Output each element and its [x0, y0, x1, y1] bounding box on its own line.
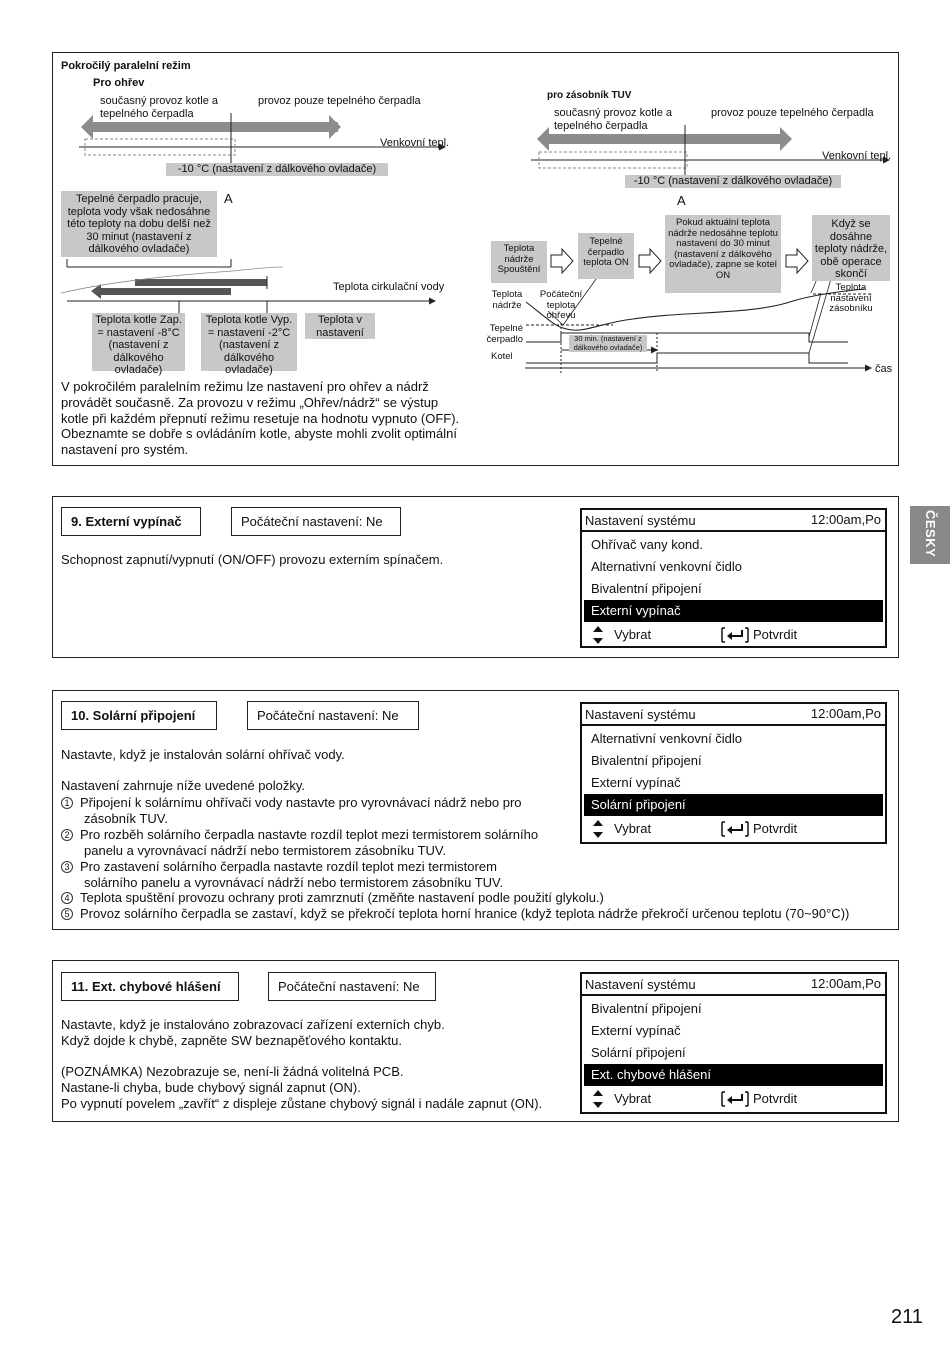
dhw-hp-only-label: provoz pouze tepelného čerpadla: [711, 107, 874, 119]
s11-menu-item-selected[interactable]: Ext. chybové hlášení: [584, 1064, 883, 1086]
thirty-min-label: 30 min. (nastavení z dálkového ovladače): [569, 335, 647, 352]
s11-confirm-label: Potvrdit: [753, 1091, 798, 1106]
s11-initial-setting: Počáteční nastavení: Ne: [268, 972, 436, 1001]
s9-select-label: Vybrat: [614, 627, 652, 642]
s11-line-2: Když dojde k chybě, zapněte SW beznapěťového kontaktu.: [61, 1033, 402, 1048]
s10-system-screen: [580, 702, 887, 844]
s9-screen-title: Nastavení systému: [585, 513, 696, 528]
s10-heading: 10. Solární připojení: [61, 701, 217, 730]
boiler-on-box: Teplota kotle Zap. = nastavení -8°C (nastavení z dálkového ovladače): [92, 313, 185, 371]
enter-icon: [720, 1091, 750, 1107]
s10-item-3-text: Pro zastavení solárního čerpadla nastavte rozdíl teplot mezi termistorem: [80, 859, 497, 874]
s10-confirm-label: Potvrdit: [753, 821, 798, 836]
s9-menu-item-1[interactable]: Ohřívač vany kond.: [591, 537, 703, 552]
s10-select-label: Vybrat: [614, 821, 652, 836]
heat-pump-label: Tepelné čerpadlo: [486, 323, 523, 345]
heating-outdoor-label: Venkovní tepl.: [380, 137, 450, 149]
dhw-setpoint-label: -10 °C (nastavení z dálkového ovladače): [625, 175, 841, 188]
s10-screen-title: Nastavení systému: [585, 707, 696, 722]
s11-screen-title-bar: [582, 974, 885, 996]
s10-item-1-text: Připojení k solárnímu ohřívači vody nastavte pro vyrovnávací nádrž nebo pro: [80, 795, 522, 810]
s10-item-5: [61, 906, 849, 922]
s11-screen-clock: 12:00am,Po: [810, 976, 881, 991]
time-label: čas: [875, 363, 893, 375]
s9-screen-footer: [584, 623, 883, 645]
enter-icon: [720, 821, 750, 837]
s11-screen-title: Nastavení systému: [585, 977, 696, 992]
s10-initial-setting: Počáteční nastavení: Ne: [247, 701, 419, 730]
s10-item-2-text-cont: panelu a vyrovnávací nádrží nebo termistorem zásobníku TUV.: [84, 843, 447, 858]
dhw-heading: pro zásobník TUV: [547, 90, 632, 101]
s9-heading: 9. Externí vypínač: [61, 507, 201, 536]
s11-select-label: Vybrat: [614, 1091, 652, 1106]
s10-menu-item-2[interactable]: Bivalentní připojení: [591, 753, 702, 768]
enter-icon: [720, 627, 750, 643]
heating-setpoint-label: -10 °C (nastavení z dálkového ovladače): [166, 163, 388, 176]
diagram-title: Pokročilý paralelní režim: [61, 60, 191, 72]
tank-temp-label: Teplota nádrže: [491, 289, 523, 311]
s10-item-1: [61, 795, 522, 827]
s11-menu-item-3[interactable]: Solární připojení: [591, 1045, 686, 1060]
s9-screen-clock: 12:00am,Po: [810, 512, 881, 527]
heating-both-label: současný provoz kotle a tepelného čerpadla: [100, 95, 219, 120]
s10-item-2: [61, 827, 538, 859]
s10-item-1-number: 1: [61, 797, 73, 809]
advanced-parallel-section: [52, 52, 899, 466]
s10-item-2-number: 2: [61, 829, 73, 841]
dhw-both-label: současný provoz kotle a tepelného čerpadla: [554, 107, 673, 132]
s10-menu-item-selected[interactable]: Solární připojení: [584, 794, 883, 816]
ext-error-section: [52, 960, 899, 1122]
diagram-paragraph: V pokročilém paralelním režimu lze nastavení pro ohřev a nádrž provádět současně. Za provozu v režimu „Ohřev/nádrž“ se výstup kotle při každém přepnutí režimu resetuje na hodnotu vypnuto (OFF). Obeznamte se dobře s ovládáním kotle, abyste mohli zvolit optimální nastavení pro systém.: [61, 379, 460, 458]
flow-step-3: Pokud aktuální teplota nádrže nedosáhne teplotu nastavení do 30 minut (nastavení z dálkového ovladače), zapne se kotel ON: [665, 215, 781, 293]
s10-menu-item-1[interactable]: Alternativní venkovní čidlo: [591, 731, 743, 746]
s10-description: Nastavte, když je instalován solární ohřívač vody.: [61, 747, 345, 762]
s9-menu-item-3[interactable]: Bivalentní připojení: [591, 581, 702, 596]
s9-menu-item-selected[interactable]: Externí vypínač: [584, 600, 883, 622]
dhw-outdoor-label: Venkovní tepl.: [822, 150, 892, 162]
solar-connection-section: [52, 690, 899, 930]
flow-step-2: Tepelné čerpadlo teplota ON: [578, 233, 634, 279]
s11-menu-item-1[interactable]: Bivalentní připojení: [591, 1001, 702, 1016]
setpoint-box: Teplota v nastavení: [305, 313, 375, 339]
external-switch-section: [52, 496, 899, 658]
heating-hp-only-label: provoz pouze tepelného čerpadla: [258, 95, 421, 107]
s11-line-1: Nastavte, když je instalováno zobrazovací zařízení externích chyb.: [61, 1017, 445, 1032]
s9-menu-item-2[interactable]: Alternativní venkovní čidlo: [591, 559, 743, 574]
s11-system-screen: [580, 972, 887, 1114]
s9-system-screen: [580, 508, 887, 648]
s10-screen-clock: 12:00am,Po: [810, 706, 881, 721]
s10-intro: Nastavení zahrnuje níže uvedené položky.: [61, 778, 306, 793]
up-down-icon: [592, 820, 604, 838]
s11-screen-footer: [584, 1087, 883, 1109]
s9-screen-title-bar: [582, 510, 885, 532]
heating-point-a: A: [224, 191, 233, 206]
s10-item-1-text-cont: zásobník TUV.: [84, 811, 168, 826]
s10-item-5-number: 5: [61, 908, 73, 920]
s9-initial-setting: Počáteční nastavení: Ne: [231, 507, 401, 536]
dhw-point-a: A: [677, 193, 686, 208]
s10-menu-item-3[interactable]: Externí vypínač: [591, 775, 681, 790]
s11-heading: 11. Ext. chybové hlášení: [61, 972, 239, 1001]
flow-step-4: Když se dosáhne teploty nádrže, obě operace skončí: [812, 215, 890, 281]
s11-note: (POZNÁMKA) Nezobrazuje se, není-li žádná volitelná PCB.: [61, 1064, 404, 1079]
heating-note-box: Tepelné čerpadlo pracuje, teplota vody však nedosáhne této teploty na dobu delší než 30 minut (nastavení z dálkového ovladače): [61, 191, 217, 257]
s10-item-4-text: Teplota spuštění provozu ochrany proti zamrznutí (změňte nastavení podle použití glykolu.): [80, 890, 604, 905]
s11-line-4: Nastane-li chyba, bude chybový signál zapnut (ON).: [61, 1080, 361, 1095]
s10-item-2-text: Pro rozběh solárního čerpadla nastavte rozdíl teplot mezi termistorem solárního: [80, 827, 539, 842]
s10-item-4: [61, 890, 604, 906]
s10-item-3-number: 3: [61, 861, 73, 873]
language-tab-label: ČESKY: [923, 510, 938, 558]
heating-heading: Pro ohřev: [93, 77, 145, 89]
boiler-label: Kotel: [491, 351, 513, 362]
s9-description: Schopnost zapnutí/vypnutí (ON/OFF) provozu externím spínačem.: [61, 552, 444, 567]
boiler-off-box: Teplota kotle Vyp. = nastavení -2°C (nastavení z dálkového ovladače): [201, 313, 297, 371]
s10-item-3-text-cont: solárního panelu a vyrovnávací nádrží nebo termistorem zásobníku TUV.: [84, 875, 504, 890]
s11-menu-item-2[interactable]: Externí vypínač: [591, 1023, 681, 1038]
tank-setpoint-label: Teplota nastavení zásobníku: [829, 282, 873, 314]
s10-screen-title-bar: [582, 704, 885, 726]
up-down-icon: [592, 626, 604, 644]
s10-screen-footer: [584, 817, 883, 839]
language-tab: [910, 506, 950, 564]
s9-confirm-label: Potvrdit: [753, 627, 798, 642]
flow-step-1: Teplota nádrže Spouštění: [491, 241, 547, 283]
up-down-icon: [592, 1090, 604, 1108]
s10-item-4-number: 4: [61, 892, 73, 904]
start-temp-label: Počáteční teplota ohřevu: [539, 289, 583, 321]
s10-item-5-text: Provoz solárního čerpadla se zastaví, když se překročí teplota horní hranice (když teplota nádrže překročí určenou teplotu (70~90°C)): [80, 906, 850, 921]
s10-item-3: [61, 859, 503, 891]
s11-line-5: Po vypnutí povelem „zavřít“ z displeje zůstane chybový signál i nadále zapnut (ON).: [61, 1096, 543, 1111]
circulation-temp-label: Teplota cirkulační vody: [333, 281, 445, 293]
page-number: 211: [891, 1306, 923, 1328]
